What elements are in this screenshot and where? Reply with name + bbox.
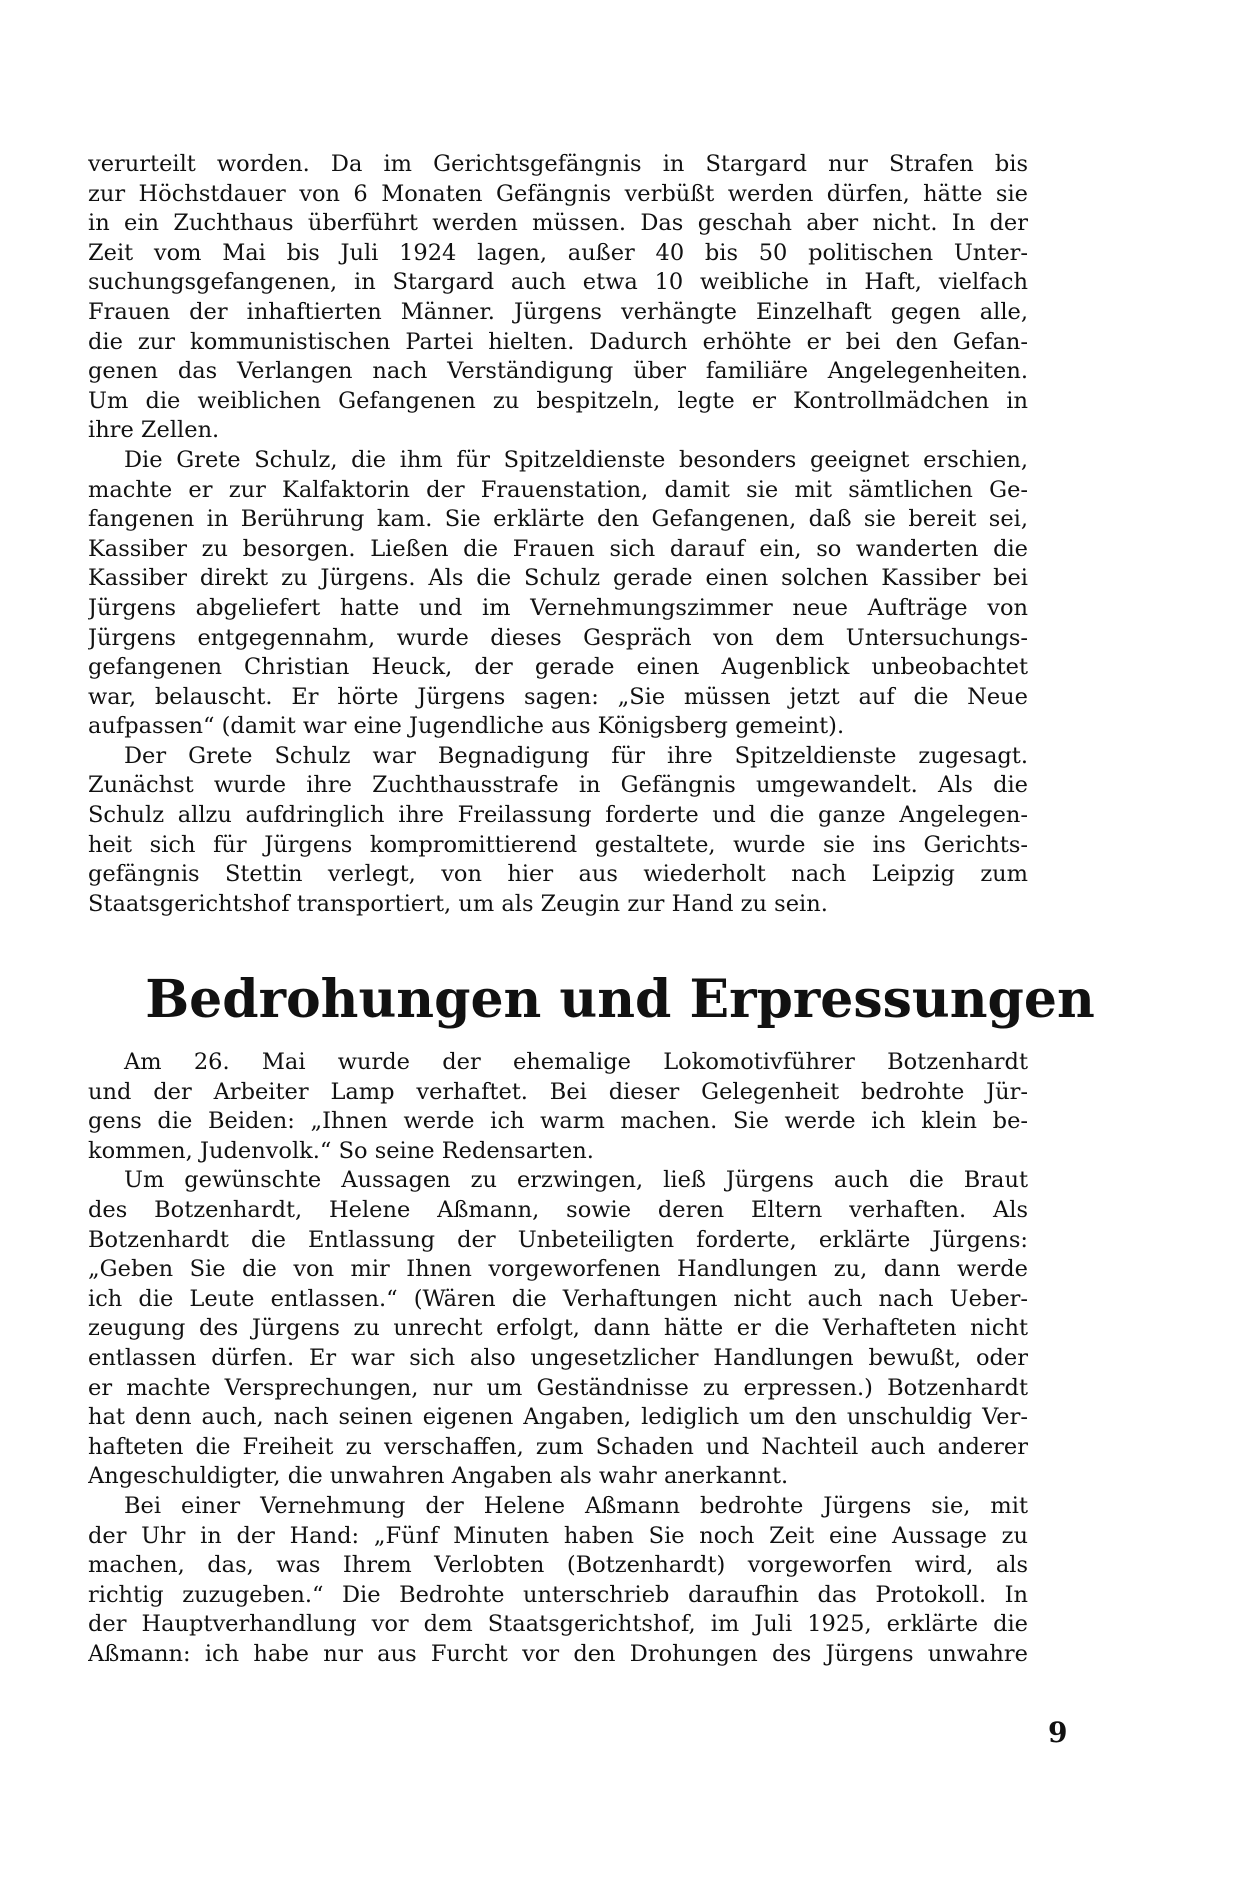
text-line: und der Arbeiter Lamp verhaftet. Bei dieser Gelegenheit bedrohte Jür- [88, 1078, 1028, 1105]
text-line: machen, das, was Ihrem Verlobten (Botzenhardt) vorgeworfen wird, als [88, 1552, 1028, 1579]
text-line: kommen, Judenvolk.“ So seine Redensarten. [88, 1137, 594, 1164]
text-line: zeugung des Jürgens zu unrecht erfolgt, dann hätte er die Verhafteten nicht [88, 1315, 1028, 1342]
text-line: heit sich für Jürgens kompromittierend gestaltete, wurde sie ins Gerichts- [88, 831, 1028, 858]
text-line: fangenen in Berührung kam. Sie erklärte den Gefangenen, daß sie bereit sei, [88, 506, 1028, 533]
text-line: gefangenen Christian Heuck, der gerade einen Augenblick unbeobachtet [88, 654, 1028, 681]
text-line: Zunächst wurde ihre Zuchthausstrafe in Gefängnis umgewandelt. Als die [88, 772, 1028, 799]
text-line: Bei einer Vernehmung der Helene Aßmann bedrohte Jürgens sie, mit [124, 1492, 1028, 1519]
text-line: gefängnis Stettin verlegt, von hier aus wiederholt nach Leipzig zum [88, 861, 1028, 888]
text-line: entlassen dürfen. Er war sich also ungesetzlicher Handlungen bewußt, oder [88, 1344, 1028, 1371]
text-line: die zur kommunistischen Partei hielten. Dadurch erhöhte er bei den Gefan- [88, 328, 1028, 355]
text-line: machte er zur Kalfaktorin der Frauenstation, damit sie mit sämtlichen Ge- [88, 476, 1028, 503]
text-line: Staatsgerichtshof transportiert, um als Zeugin zur Hand zu sein. [88, 890, 828, 917]
text-line: ihre Zellen. [88, 417, 220, 444]
text-line: Um gewünschte Aussagen zu erzwingen, ließ Jürgens auch die Braut [124, 1167, 1028, 1194]
text-line: richtig zuzugeben.“ Die Bedrohte unterschrieb daraufhin das Protokoll. In [88, 1581, 1028, 1608]
text-block-lower [88, 1048, 1028, 1669]
text-line: Zeit vom Mai bis Juli 1924 lagen, außer 40 bis 50 politischen Unter- [88, 239, 1028, 266]
text-line: der Uhr in der Hand: „Fünf Minuten haben Sie noch Zeit eine Aussage zu [88, 1522, 1028, 1549]
text-line: war, belauscht. Er hörte Jürgens sagen: „Sie müssen jetzt auf die Neue [88, 683, 1028, 710]
text-line: der Hauptverhandlung vor dem Staatsgerichtshof, im Juli 1925, erklärte die [88, 1611, 1028, 1638]
text-line: Jürgens entgegennahm, wurde dieses Gespräch von dem Untersuchungs- [88, 624, 1028, 651]
text-line: ich die Leute entlassen.“ (Wären die Verhaftungen nicht auch nach Ueber- [88, 1285, 1028, 1312]
text-line: verurteilt worden. Da im Gerichtsgefängnis in Stargard nur Strafen bis [88, 151, 1028, 177]
text-line: Frauen der inhaftierten Männer. Jürgens verhängte Einzelhaft gegen alle, [88, 298, 1028, 325]
text-line: Aßmann: ich habe nur aus Furcht vor den Drohungen des Jürgens unwahre [88, 1640, 1028, 1667]
text-line: hat denn auch, nach seinen eigenen Angaben, lediglich um den unschuldig Ver- [88, 1404, 1028, 1431]
text-line: „Geben Sie die von mir Ihnen vorgeworfenen Handlungen zu, dann werde [88, 1256, 1028, 1283]
text-line: Kassiber direkt zu Jürgens. Als die Schulz gerade einen solchen Kassiber bei [88, 565, 1028, 592]
text-line: aufpassen“ (damit war eine Jugendliche aus Königsberg gemeint). [88, 713, 845, 740]
text-line: hafteten die Freiheit zu verschaffen, zum Schaden und Nachteil auch anderer [88, 1433, 1028, 1460]
text-line: zur Höchstdauer von 6 Monaten Gefängnis verbüßt werden dürfen, hätte sie [88, 180, 1028, 207]
text-line: des Botzenhardt, Helene Aßmann, sowie deren Eltern verhaften. Als [88, 1196, 1028, 1223]
text-line: in ein Zuchthaus überführt werden müssen. Das geschah aber nicht. In der [88, 210, 1028, 237]
text-line: Die Grete Schulz, die ihm für Spitzeldienste besonders geeignet erschien, [124, 446, 1028, 473]
text-line: Um die weiblichen Gefangenen zu bespitzeln, legte er Kontrollmädchen in [88, 387, 1028, 414]
text-line: genen das Verlangen nach Verständigung über familiäre Angelegenheiten. [88, 358, 1028, 385]
text-line: Kassiber zu besorgen. Ließen die Frauen sich darauf ein, so wanderten die [88, 535, 1028, 562]
text-line: er machte Versprechungen, nur um Geständnisse zu erpressen.) Botzenhardt [88, 1374, 1028, 1401]
text-line: Jürgens abgeliefert hatte und im Vernehmungszimmer neue Aufträge von [88, 594, 1028, 621]
section-heading: Bedrohungen und Erpressungen [145, 969, 1095, 1030]
text-line: Botzenhardt die Entlassung der Unbeteiligten forderte, erklärte Jürgens: [88, 1226, 1028, 1253]
text-line: gens die Beiden: „Ihnen werde ich warm machen. Sie werde ich klein be- [88, 1108, 1028, 1135]
text-line: Schulz allzu aufdringlich ihre Freilassung forderte und die ganze Angelegen- [88, 802, 1028, 829]
page-number: 9 [1048, 1716, 1068, 1749]
text-line: Am 26. Mai wurde der ehemalige Lokomotivführer Botzenhardt [124, 1049, 1028, 1075]
text-line: suchungsgefangenen, in Stargard auch etwa 10 weibliche in Haft, vielfach [88, 269, 1028, 296]
text-block-upper [88, 150, 1028, 919]
text-line: Angeschuldigter, die unwahren Angaben als wahr anerkannt. [88, 1463, 789, 1490]
text-line: Der Grete Schulz war Begnadigung für ihre Spitzeldienste zugesagt. [124, 742, 1028, 769]
